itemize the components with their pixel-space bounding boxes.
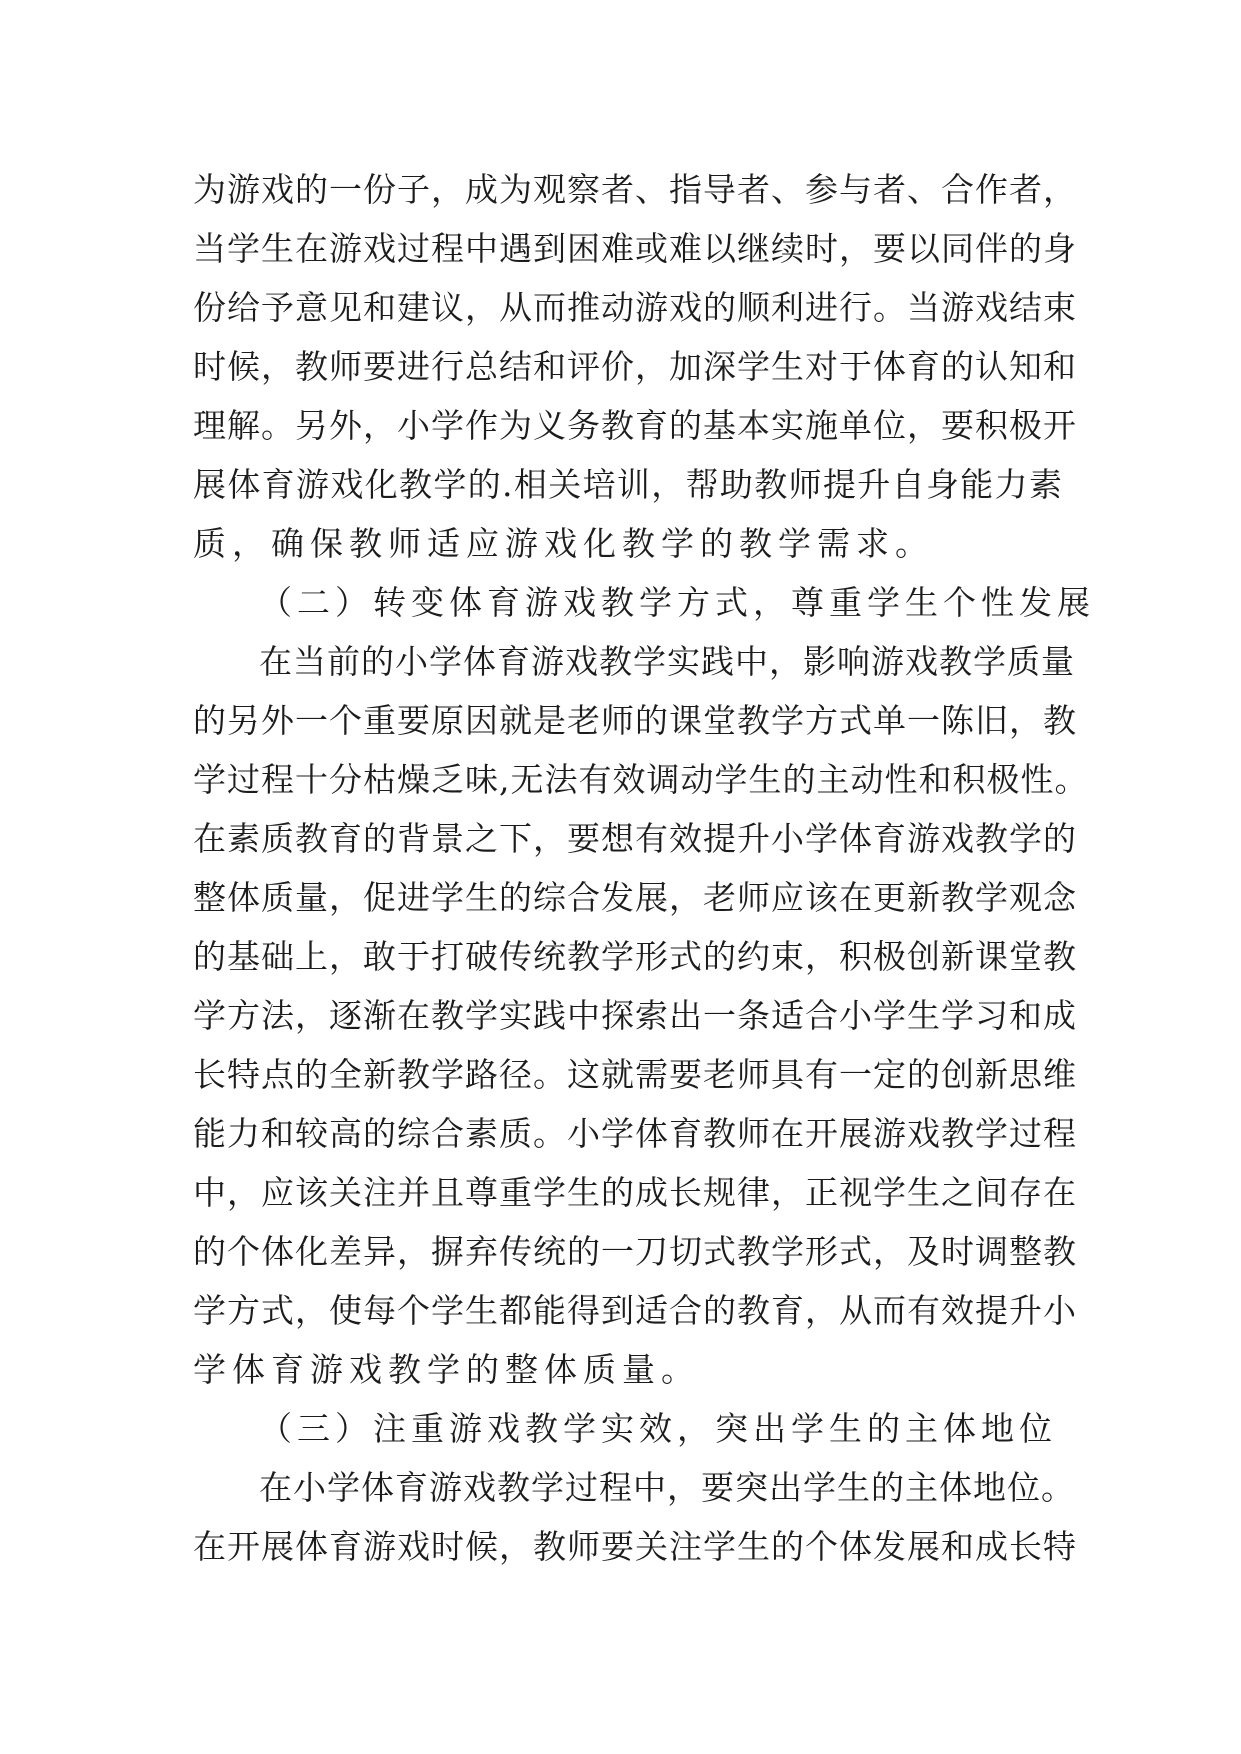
paragraph-line: 时候，教师要进行总结和评价，加深学生对于体育的认知和 — [193, 347, 1077, 386]
paragraph-line: 中，应该关注并且尊重学生的成长规律，正视学生之间存在 — [193, 1173, 1077, 1212]
paragraph-line: 学方式，使每个学生都能得到适合的教育，从而有效提升小 — [193, 1291, 1077, 1330]
paragraph-line: 的基础上，敢于打破传统教学形式的约束，积极创新课堂教 — [193, 937, 1077, 976]
paragraph-line: 展体育游戏化教学的.相关培训，帮助教师提升自身能力素 — [193, 465, 1063, 504]
paragraph-line: 学过程十分枯燥乏味,无法有效调动学生的主动性和积极性。 — [193, 760, 1089, 799]
paragraph-line: 份给予意见和建议，从而推动游戏的顺利进行。当游戏结束 — [193, 288, 1077, 327]
paragraph-line: 在素质教育的背景之下，要想有效提升小学体育游戏教学的 — [193, 819, 1077, 858]
paragraph-line: 的另外一个重要原因就是老师的课堂教学方式单一陈旧，教 — [193, 701, 1077, 740]
paragraph-line: 理解。另外，小学作为义务教育的基本实施单位，要积极开 — [193, 406, 1077, 445]
paragraph-line: 能力和较高的综合素质。小学体育教师在开展游戏教学过程 — [193, 1114, 1077, 1153]
section-heading-3: （三）注重游戏教学实效，突出学生的主体地位 — [259, 1409, 1057, 1448]
paragraph-line: 长特点的全新教学路径。这就需要老师具有一定的创新思维 — [193, 1055, 1077, 1094]
paragraph-line: 学方法，逐渐在教学实践中探索出一条适合小学生学习和成 — [193, 996, 1077, 1035]
paragraph-line: 整体质量，促进学生的综合发展，老师应该在更新教学观念 — [193, 878, 1077, 917]
section-heading-2: （二）转变体育游戏教学方式，尊重学生个性发展 — [259, 583, 1095, 622]
paragraph-line: 在开展体育游戏时候，教师要关注学生的个体发展和成长特 — [193, 1527, 1077, 1566]
paragraph-line: 为游戏的一份子，成为观察者、指导者、参与者、合作者， — [193, 170, 1077, 209]
paragraph-line: 在小学体育游戏教学过程中，要突出学生的主体地位。 — [259, 1468, 1075, 1507]
paragraph-line: 在当前的小学体育游戏教学实践中，影响游戏教学质量 — [259, 642, 1075, 681]
body-text — [193, 160, 1095, 1576]
paragraph-line: 当学生在游戏过程中遇到困难或难以继续时，要以同伴的身 — [193, 229, 1077, 268]
paragraph-line: 学体育游戏教学的整体质量。 — [193, 1350, 700, 1389]
paragraph-line: 的个体化差异，摒弃传统的一刀切式教学形式，及时调整教 — [193, 1232, 1077, 1271]
paragraph-line: 质，确保教师适应游戏化教学的教学需求。 — [193, 524, 934, 563]
